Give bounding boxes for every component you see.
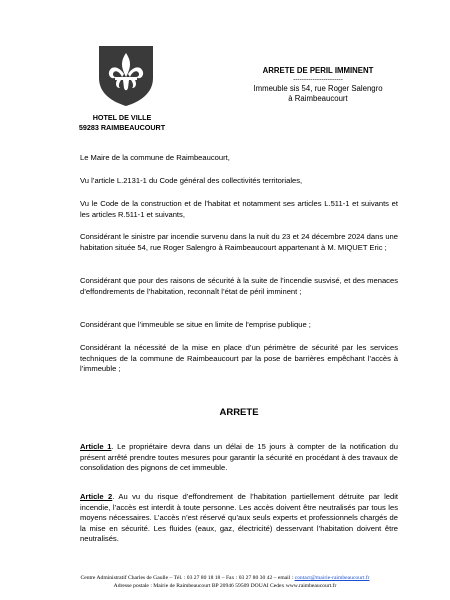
mairie-address-block (62, 113, 182, 133)
paragraph-perimetre: Considérant la nécessité de la mise en place d’un périmètre de sécurité par les services techniques de la commune de Raimbeaucourt par la pose de barrières empêchant l’accès à l’immeuble ; (80, 343, 398, 374)
mairie-postcode-city: 59283 RAIMBEAUCOURT (78, 123, 166, 132)
article-2 (80, 492, 398, 545)
article-2-text: . Au vu du risque d’effondrement de l’habitation partiellement détruite par ledit incendie, l’accès est interdit à toute personne. Les accès doivent être neutralisés par tous les moyens nécessaires. L’accès n’est réservé qu’aux seuls experts et professionnels chargés de la mise en sécurité. Les fluides (eaux, gaz, électricité) desservant l’habitation doivent être neutralisés. (80, 492, 398, 544)
paragraph-sinistre: Considérant le sinistre par incendie survenu dans la nuit du 23 et 24 décembre 2024 dans une habitation située 54, rue Roger Salengro à Raimbeaucourt appartenant à M. MIQUET Eric ; (80, 232, 398, 252)
mairie-name: HOTEL DE VILLE (92, 113, 152, 122)
footer-contact-text: Centre Administratif Charles de Gaulle – Tél. : 03 27 80 18 18 – Fax : 03 27 80 30 42 – email : (80, 575, 295, 581)
article-1-label: Article 1 (80, 442, 112, 451)
arrete-heading: ARRETE (219, 407, 259, 418)
coat-of-arms-fleur-de-lis-logo (97, 44, 155, 108)
paragraph-intro: Le Maire de la commune de Raimbeaucourt, (80, 153, 230, 162)
document-title: ARRETE DE PERIL IMMINENT (262, 66, 374, 75)
article-1-text: . Le propriétaire devra dans un délai de 15 jours à compter de la notification du présent arrêté prendre toutes mesures pour garantir la sécurité en procédant à des travaux de consolidation des pignons de cet immeuble. (80, 442, 399, 473)
document-header (238, 66, 398, 104)
paragraph-vu-cch: Vu le Code de la construction et de l’habitat et notamment ses articles L.511-1 et suivants et les articles R.511-1 et suivants, (80, 199, 398, 219)
article-2-label: Article 2 (80, 492, 113, 501)
paragraph-vu-cgct: Vu l’article L.2131-1 du Code général des collectivités territoriales, (80, 176, 303, 185)
property-address: Immeuble sis 54, rue Roger Salengro (253, 84, 383, 93)
paragraph-securite: Considérant que pour des raisons de sécurité à la suite de l’incendie susvisé, et des menaces d’effondrements de l’habitation, reconnaît l’état de péril imminent ; (80, 276, 398, 296)
footer-postal-address: Adresse postale : Mairie de Raimbeaucourt BP 20946 59509 DOUAI Cedex www.raimbeaucourt.fr (113, 583, 337, 589)
footer-contact-line (20, 574, 430, 582)
page-footer (20, 574, 430, 590)
title-separator: ----------------------- (293, 76, 343, 83)
property-city: à Raimbeaucourt (288, 94, 348, 103)
article-1 (80, 442, 398, 474)
footer-email-link[interactable]: contact@mairie-raimbeaucourt.fr (294, 575, 370, 581)
paragraph-emprise: Considérant que l’immeuble se situe en limite de l’emprise publique ; (80, 320, 311, 329)
